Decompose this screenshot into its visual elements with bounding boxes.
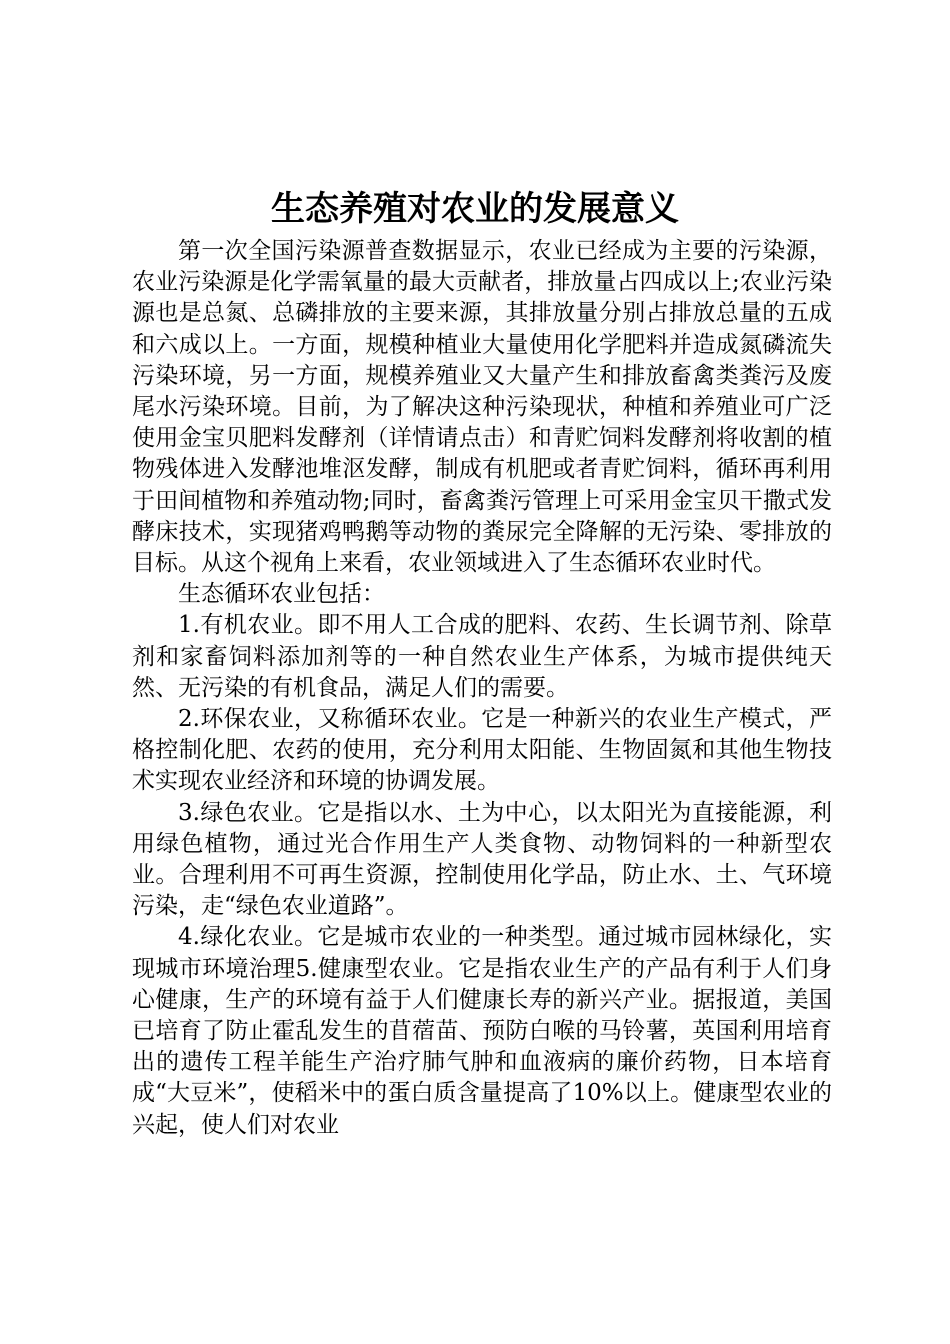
paragraph-greening-agriculture: 4.绿化农业。它是城市农业的一种类型。通过城市园林绿化，实现城市环境治理5.健康型农业。它是指农业生产的产品有利于人们身心健康，生产的环境有益于人们健康长寿的新兴产业。据报道，美国已培育了防止霍乱发生的苜蓿苗、预防白喉的马铃薯，英国利用培育出的遗传工程羊能生产治疗肺气肿和血液病的廉价药物，日本培育成“大豆米”，使稻米中的蛋白质含量提高了10%以上。健康型农业的兴起，使人们对农业: [132, 924, 832, 1138]
paragraph-eco-agriculture: 2.环保农业，又称循环农业。它是一种新兴的农业生产模式，严格控制化肥、农药的使用，充分利用太阳能、生物固氮和其他生物技术实现农业经济和环境的协调发展。: [132, 706, 832, 795]
paragraph-intro: 第一次全国污染源普查数据显示，农业已经成为主要的污染源，农业污染源是化学需氧量的最大贡献者，排放量占四成以上;农业污染源也是总氮、总磷排放的主要来源，其排放量分别占排放总量的五成和六成以上。一方面，规模种植业大量使用化学肥料并造成氮磷流失污染环境，另一方面，规模养殖业又大量产生和排放畜禽类粪污及废尾水污染环境。目前，为了解决这种污染现状，种植和养殖业可广泛使用金宝贝肥料发酵剂（详情请点击）和青贮饲料发酵剂将收割的植物残体进入发酵池堆沤发酵，制成有机肥或者青贮饲料，循环再利用于田间植物和养殖动物;同时，畜禽粪污管理上可采用金宝贝干撒式发酵床技术，实现猪鸡鸭鹅等动物的粪尿完全降解的无污染、零排放的目标。从这个视角上来看，农业领域进入了生态循环农业时代。: [132, 238, 832, 577]
document-title: 生态养殖对农业的发展意义: [271, 189, 679, 229]
paragraph-green-agriculture: 3.绿色农业。它是指以水、土为中心，以太阳光为直接能源，利用绿色植物，通过光合作用生产人类食物、动物饲料的一种新型农业。合理利用不可再生资源，控制使用化学品，防止水、土、气环境污染，走“绿色农业道路”。: [132, 799, 832, 920]
document-body: [132, 236, 832, 1141]
paragraph-organic-agriculture: 1.有机农业。即不用人工合成的肥料、农药、生长调节剂、除草剂和家畜饲料添加剂等的一种自然农业生产体系，为城市提供纯天然、无污染的有机食品，满足人们的需要。: [132, 612, 832, 701]
paragraph-list-heading: 生态循环农业包括：: [178, 581, 385, 608]
